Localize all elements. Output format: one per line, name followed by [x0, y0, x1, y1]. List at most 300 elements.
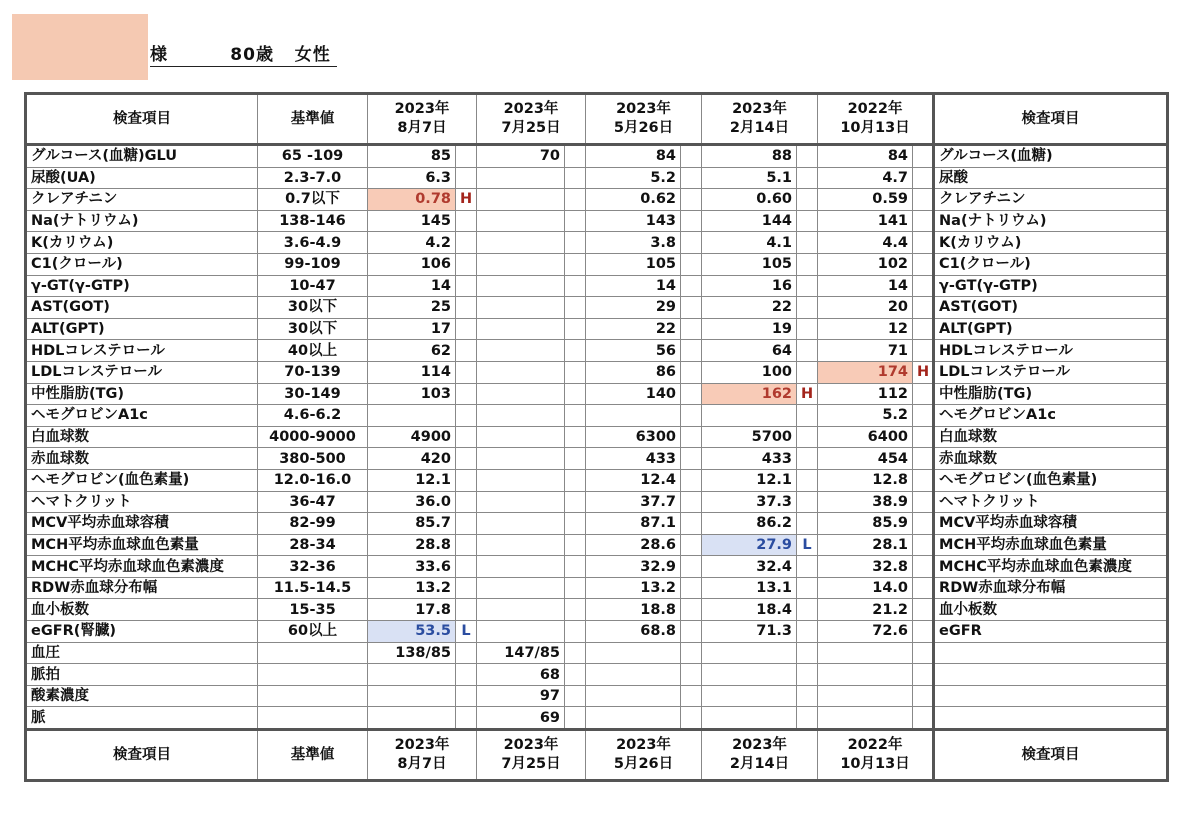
row-flag: [565, 513, 586, 535]
table-row: [26, 210, 1168, 232]
row-flag: [913, 340, 934, 362]
row-flag: [681, 189, 702, 211]
header-date-year: 2023年: [616, 101, 671, 117]
header-date-day: 7月25日: [501, 756, 561, 773]
row-reference: 32-36: [258, 556, 368, 578]
row-value: [477, 405, 565, 427]
header-date-year: 2022年: [847, 737, 903, 754]
row-flag: [797, 469, 818, 491]
row-value: 5700: [702, 426, 797, 448]
row-value: [477, 383, 565, 405]
row-value: [477, 534, 565, 556]
row-reference: 30以下: [258, 318, 368, 340]
row-item: γ-GT(γ-GTP): [26, 275, 258, 297]
row-flag: [797, 707, 818, 730]
row-flag: [565, 383, 586, 405]
row-value: 174: [818, 361, 913, 383]
row-value: 32.8: [818, 556, 913, 578]
row-value: 70: [477, 145, 565, 168]
row-value: 84: [818, 145, 913, 168]
row-value: 4.2: [368, 232, 456, 254]
row-flag: [681, 448, 702, 470]
row-flag: [456, 642, 477, 664]
row-flag: [456, 383, 477, 405]
table-row: [26, 340, 1168, 362]
row-flag: [681, 664, 702, 686]
row-value: [368, 664, 456, 686]
row-flag: [565, 145, 586, 168]
row-flag: [913, 145, 934, 168]
row-item: 脈拍: [26, 664, 258, 686]
table-row: [26, 556, 1168, 578]
table-row: [26, 189, 1168, 211]
row-value: 21.2: [818, 599, 913, 621]
row-value: 12.1: [702, 469, 797, 491]
row-item-right: [934, 642, 1168, 664]
row-flag: [565, 405, 586, 427]
row-flag: [797, 556, 818, 578]
row-value: 37.3: [702, 491, 797, 513]
row-flag: [913, 577, 934, 599]
row-item: MCHC平均赤血球血色素濃度: [26, 556, 258, 578]
row-item: 酸素濃度: [26, 685, 258, 707]
row-value: 14: [818, 275, 913, 297]
table-row: [26, 621, 1168, 643]
row-value: 13.1: [702, 577, 797, 599]
table-row: [26, 469, 1168, 491]
row-value: 144: [702, 210, 797, 232]
row-reference: 138-146: [258, 210, 368, 232]
row-value: [477, 167, 565, 189]
row-value: [477, 297, 565, 319]
row-reference: 82-99: [258, 513, 368, 535]
top-header-row: [26, 94, 1168, 145]
row-reference: 3.6-4.9: [258, 232, 368, 254]
row-item: クレアチニン: [26, 189, 258, 211]
row-flag: [565, 642, 586, 664]
row-item-right: ALT(GPT): [934, 318, 1168, 340]
redacted-name-box: [12, 14, 148, 80]
row-flag: [565, 167, 586, 189]
row-value: 32.9: [586, 556, 681, 578]
row-value: 14.0: [818, 577, 913, 599]
row-value: 12.1: [368, 469, 456, 491]
row-flag: [913, 534, 934, 556]
row-value: 13.2: [586, 577, 681, 599]
row-flag: [456, 685, 477, 707]
row-item-right: 尿酸: [934, 167, 1168, 189]
row-flag: [681, 405, 702, 427]
row-value: 4.4: [818, 232, 913, 254]
row-item-right: Na(ナトリウム): [934, 210, 1168, 232]
row-value: 28.6: [586, 534, 681, 556]
row-value: 38.9: [818, 491, 913, 513]
row-flag: [913, 210, 934, 232]
row-flag: [456, 556, 477, 578]
row-item-right: [934, 685, 1168, 707]
header-date: [586, 94, 702, 145]
row-flag: [456, 405, 477, 427]
row-value: 88: [702, 145, 797, 168]
row-value: 5.2: [586, 167, 681, 189]
row-value: [818, 707, 913, 730]
row-flag: [565, 297, 586, 319]
row-item-right: ヘモグロビンA1c: [934, 405, 1168, 427]
row-value: 143: [586, 210, 681, 232]
row-flag: [913, 383, 934, 405]
row-value: [586, 664, 681, 686]
row-flag: [456, 361, 477, 383]
row-value: 0.60: [702, 189, 797, 211]
row-flag: [913, 189, 934, 211]
row-reference: 60以上: [258, 621, 368, 643]
header-date: [368, 730, 477, 781]
table-row: [26, 685, 1168, 707]
row-value: [477, 253, 565, 275]
row-reference: [258, 685, 368, 707]
header-date-day: 5月26日: [613, 120, 674, 136]
row-flag: [797, 621, 818, 643]
row-item: eGFR(腎臓): [26, 621, 258, 643]
row-value: [368, 707, 456, 730]
row-flag: L: [456, 621, 477, 643]
row-value: 14: [368, 275, 456, 297]
row-flag: [565, 318, 586, 340]
row-item-right: 中性脂肪(TG): [934, 383, 1168, 405]
row-value: [702, 405, 797, 427]
row-flag: [797, 318, 818, 340]
row-item: ヘモグロビンA1c: [26, 405, 258, 427]
row-value: 86.2: [702, 513, 797, 535]
row-flag: [797, 189, 818, 211]
row-value: [702, 685, 797, 707]
row-value: 5.2: [818, 405, 913, 427]
row-flag: [565, 210, 586, 232]
row-value: 103: [368, 383, 456, 405]
row-flag: [913, 426, 934, 448]
row-value: 17: [368, 318, 456, 340]
row-flag: [565, 469, 586, 491]
row-value: 14: [586, 275, 681, 297]
row-value: [477, 210, 565, 232]
row-value: 100: [702, 361, 797, 383]
row-value: 87.1: [586, 513, 681, 535]
row-flag: [565, 426, 586, 448]
row-value: 62: [368, 340, 456, 362]
header-item: 検査項目: [26, 730, 258, 781]
table-row: [26, 297, 1168, 319]
row-flag: [565, 448, 586, 470]
row-flag: [456, 318, 477, 340]
header-date-year: 2023年: [616, 737, 671, 754]
row-flag: [456, 469, 477, 491]
table-row: [26, 318, 1168, 340]
row-value: 105: [702, 253, 797, 275]
row-flag: [565, 340, 586, 362]
header-date-day: 8月7日: [397, 756, 447, 773]
row-flag: [456, 275, 477, 297]
row-flag: [456, 297, 477, 319]
row-item: AST(GOT): [26, 297, 258, 319]
header-date: [818, 94, 934, 145]
row-flag: [681, 275, 702, 297]
row-item-right: γ-GT(γ-GTP): [934, 275, 1168, 297]
row-flag: [565, 275, 586, 297]
row-item: 血小板数: [26, 599, 258, 621]
header-date-year: 2023年: [394, 737, 450, 754]
row-reference: 15-35: [258, 599, 368, 621]
row-flag: [681, 707, 702, 730]
row-value: [477, 448, 565, 470]
row-reference: [258, 707, 368, 730]
row-value: 147/85: [477, 642, 565, 664]
row-value: 37.7: [586, 491, 681, 513]
row-flag: [913, 275, 934, 297]
row-flag: [913, 599, 934, 621]
row-item: HDLコレステロール: [26, 340, 258, 362]
row-flag: [913, 707, 934, 730]
row-value: 85.9: [818, 513, 913, 535]
row-flag: [681, 361, 702, 383]
row-flag: [913, 556, 934, 578]
row-flag: [913, 253, 934, 275]
row-flag: [797, 210, 818, 232]
row-flag: [797, 426, 818, 448]
header-date-day: 7月25日: [501, 120, 561, 136]
row-flag: [456, 448, 477, 470]
row-value: 0.78: [368, 189, 456, 211]
row-flag: [681, 340, 702, 362]
row-value: 22: [586, 318, 681, 340]
header-date: [586, 730, 702, 781]
row-value: [477, 275, 565, 297]
row-flag: [565, 253, 586, 275]
table-row: [26, 707, 1168, 730]
row-value: 114: [368, 361, 456, 383]
row-value: 105: [586, 253, 681, 275]
row-reference: 28-34: [258, 534, 368, 556]
row-item: RDW赤血球分布幅: [26, 577, 258, 599]
header-date-year: 2023年: [503, 737, 559, 754]
table-row: [26, 232, 1168, 254]
table-row: [26, 599, 1168, 621]
row-value: 6300: [586, 426, 681, 448]
row-flag: [681, 469, 702, 491]
row-value: 420: [368, 448, 456, 470]
table-row: [26, 513, 1168, 535]
row-value: [477, 340, 565, 362]
header-date-day: 10月13日: [840, 120, 910, 136]
row-value: [368, 405, 456, 427]
row-flag: [797, 685, 818, 707]
row-flag: [456, 167, 477, 189]
row-item: ヘモグロビン(血色素量): [26, 469, 258, 491]
row-value: 68: [477, 664, 565, 686]
row-item-right: MCH平均赤血球血色素量: [934, 534, 1168, 556]
table-row: [26, 426, 1168, 448]
header-date-day: 2月14日: [729, 120, 790, 136]
row-flag: [565, 556, 586, 578]
row-value: 86: [586, 361, 681, 383]
row-reference: 36-47: [258, 491, 368, 513]
row-reference: 11.5-14.5: [258, 577, 368, 599]
row-value: 433: [702, 448, 797, 470]
row-value: 12.4: [586, 469, 681, 491]
row-flag: [913, 491, 934, 513]
row-value: [368, 685, 456, 707]
row-flag: [913, 621, 934, 643]
row-flag: [797, 167, 818, 189]
row-flag: [456, 426, 477, 448]
row-value: [586, 707, 681, 730]
row-flag: L: [797, 534, 818, 556]
row-flag: [681, 297, 702, 319]
table-row: [26, 383, 1168, 405]
row-item: MCV平均赤血球容積: [26, 513, 258, 535]
row-value: 28.1: [818, 534, 913, 556]
header-reference: 基準値: [258, 730, 368, 781]
row-flag: [913, 513, 934, 535]
header-date-day: 5月26日: [613, 756, 674, 773]
row-value: 53.5: [368, 621, 456, 643]
header-date: [818, 730, 934, 781]
row-flag: [681, 232, 702, 254]
row-value: 454: [818, 448, 913, 470]
header-date-day: 10月13日: [840, 756, 910, 773]
row-flag: H: [456, 189, 477, 211]
row-flag: [797, 405, 818, 427]
row-flag: [681, 426, 702, 448]
row-reference: [258, 642, 368, 664]
header-date-year: 2023年: [732, 737, 787, 754]
row-value: [477, 599, 565, 621]
row-flag: [797, 448, 818, 470]
row-value: [477, 491, 565, 513]
row-value: 6.3: [368, 167, 456, 189]
row-flag: [913, 642, 934, 664]
row-value: [477, 189, 565, 211]
row-flag: [456, 513, 477, 535]
row-flag: [681, 491, 702, 513]
row-value: 106: [368, 253, 456, 275]
row-flag: [565, 491, 586, 513]
row-value: 16: [702, 275, 797, 297]
row-item: ヘマトクリット: [26, 491, 258, 513]
row-flag: [681, 599, 702, 621]
row-value: 6400: [818, 426, 913, 448]
row-flag: [681, 167, 702, 189]
row-value: [477, 469, 565, 491]
row-value: 138/85: [368, 642, 456, 664]
row-reference: 10-47: [258, 275, 368, 297]
row-item: 尿酸(UA): [26, 167, 258, 189]
row-flag: [797, 664, 818, 686]
row-value: 112: [818, 383, 913, 405]
lab-results-table: [24, 92, 1169, 782]
row-flag: [913, 405, 934, 427]
row-value: 97: [477, 685, 565, 707]
row-value: 72.6: [818, 621, 913, 643]
row-value: 71: [818, 340, 913, 362]
row-value: 102: [818, 253, 913, 275]
row-item-right: eGFR: [934, 621, 1168, 643]
row-flag: [913, 448, 934, 470]
table-row: [26, 275, 1168, 297]
row-flag: [913, 318, 934, 340]
header-date-year: 2023年: [394, 101, 450, 117]
header-date: [702, 94, 818, 145]
row-item: 中性脂肪(TG): [26, 383, 258, 405]
header-item: 検査項目: [26, 94, 258, 145]
row-value: [702, 664, 797, 686]
row-item-right: [934, 664, 1168, 686]
row-item: Na(ナトリウム): [26, 210, 258, 232]
row-item-right: ヘモグロビン(血色素量): [934, 469, 1168, 491]
row-value: [702, 642, 797, 664]
row-flag: [913, 232, 934, 254]
patient-age: 80歳: [230, 45, 274, 65]
row-value: 85: [368, 145, 456, 168]
row-flag: [797, 145, 818, 168]
row-item: グルコース(血糖)GLU: [26, 145, 258, 168]
table-row: [26, 145, 1168, 168]
row-flag: [565, 599, 586, 621]
patient-info: [150, 44, 337, 67]
header-item-right: 検査項目: [934, 94, 1168, 145]
row-value: 145: [368, 210, 456, 232]
row-flag: [456, 664, 477, 686]
table-row: [26, 167, 1168, 189]
table-row: [26, 664, 1168, 686]
row-reference: 0.7以下: [258, 189, 368, 211]
patient-honorific: 様: [150, 45, 168, 65]
row-flag: [913, 167, 934, 189]
row-value: 140: [586, 383, 681, 405]
row-value: 12: [818, 318, 913, 340]
row-item-right: クレアチニン: [934, 189, 1168, 211]
row-flag: [456, 340, 477, 362]
row-flag: [456, 599, 477, 621]
row-item-right: AST(GOT): [934, 297, 1168, 319]
row-item: 脈: [26, 707, 258, 730]
row-item-right: RDW赤血球分布幅: [934, 577, 1168, 599]
header-date-day: 8月7日: [397, 120, 447, 136]
row-value: 18.4: [702, 599, 797, 621]
table-row: [26, 534, 1168, 556]
row-item-right: 白血球数: [934, 426, 1168, 448]
row-value: 84: [586, 145, 681, 168]
row-reference: 4.6-6.2: [258, 405, 368, 427]
header-date: [702, 730, 818, 781]
row-item: LDLコレステロール: [26, 361, 258, 383]
row-flag: [565, 664, 586, 686]
row-value: [477, 621, 565, 643]
row-value: 0.59: [818, 189, 913, 211]
row-item-right: MCHC平均赤血球血色素濃度: [934, 556, 1168, 578]
row-value: 28.8: [368, 534, 456, 556]
table-row: [26, 253, 1168, 275]
row-flag: [797, 599, 818, 621]
row-flag: [456, 232, 477, 254]
row-value: 4900: [368, 426, 456, 448]
table-row: [26, 361, 1168, 383]
row-item-right: ヘマトクリット: [934, 491, 1168, 513]
row-item-right: グルコース(血糖): [934, 145, 1168, 168]
row-value: 71.3: [702, 621, 797, 643]
row-flag: [456, 210, 477, 232]
row-item: 白血球数: [26, 426, 258, 448]
row-flag: [681, 513, 702, 535]
